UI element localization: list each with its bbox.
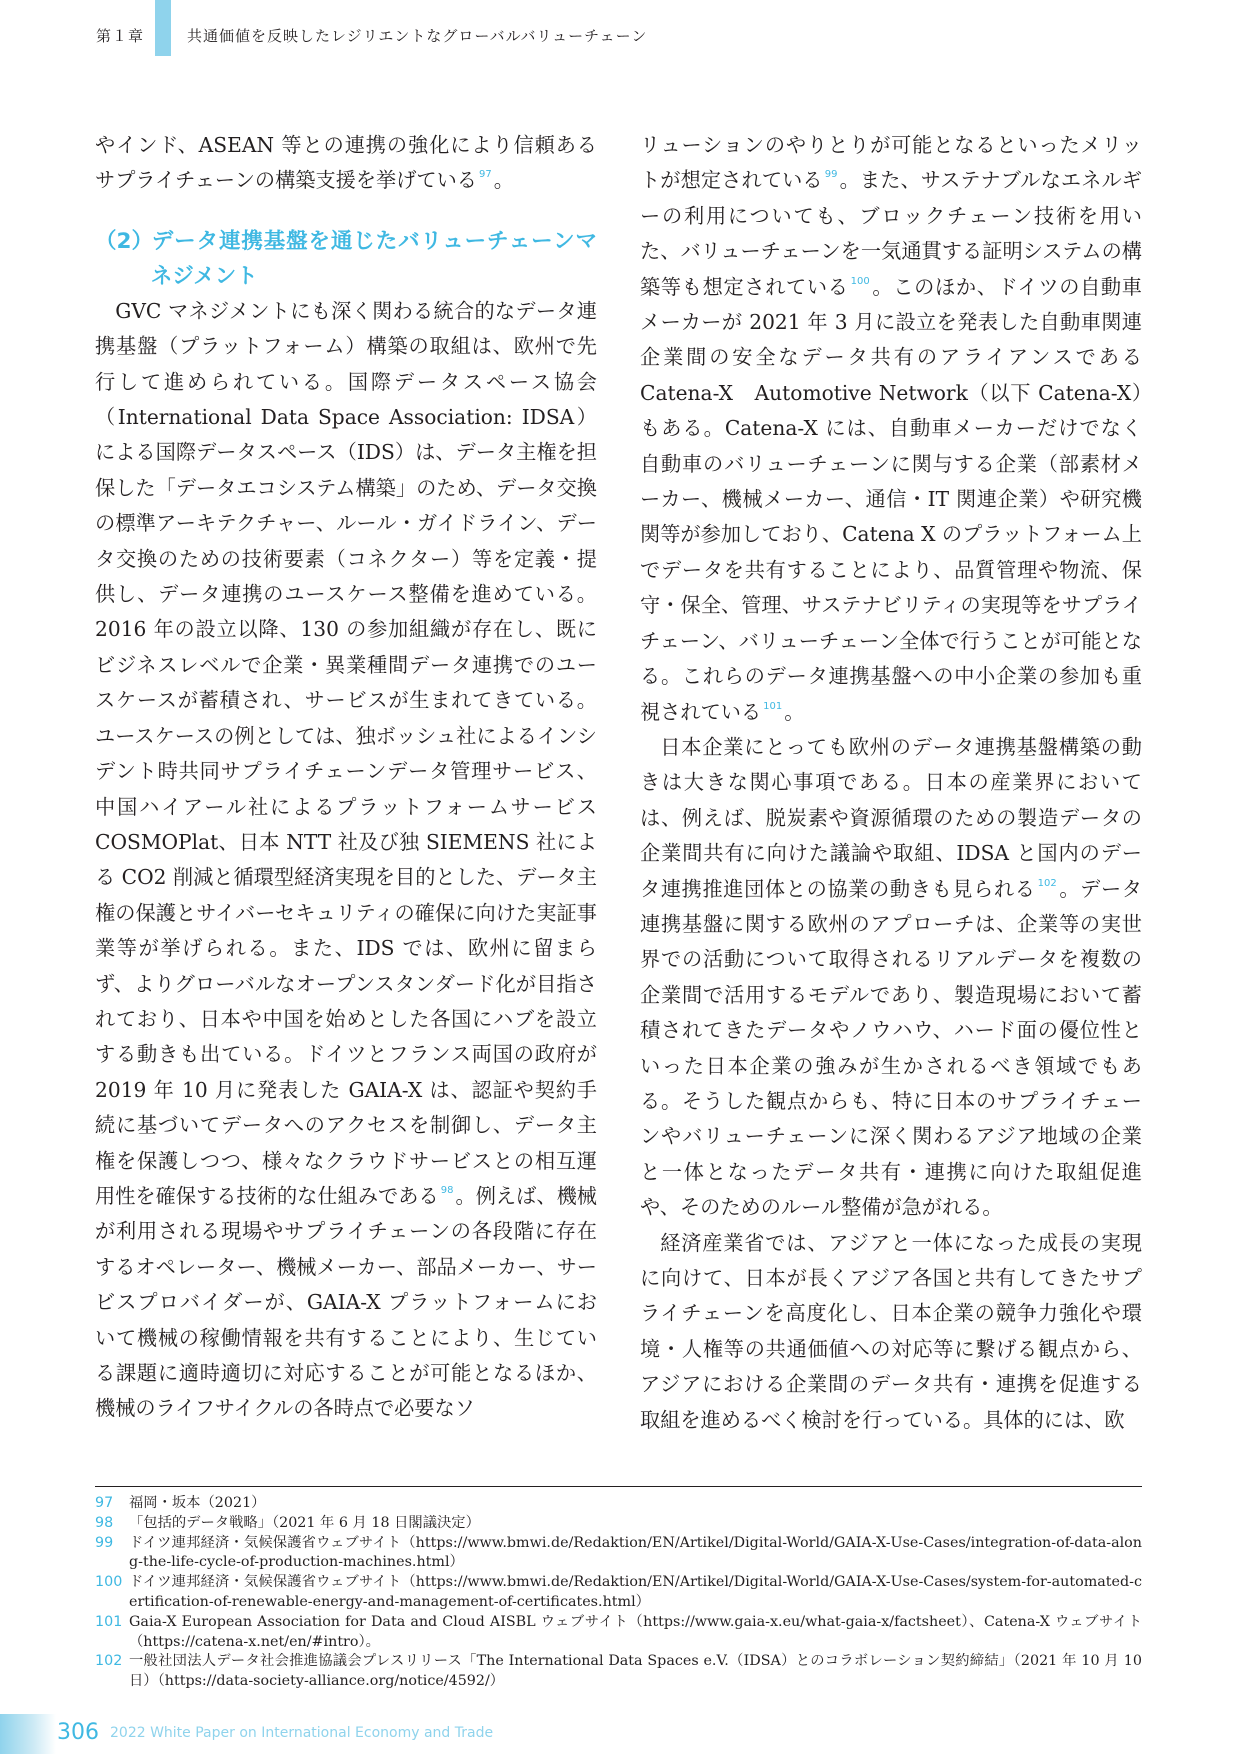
footnote-item <box>95 1613 1142 1653</box>
footnote-item <box>95 1573 1142 1613</box>
header-accent-bar <box>155 0 171 56</box>
footnote-number: 99 <box>95 1534 114 1551</box>
footnote-ref[interactable]: 102 <box>1037 877 1057 889</box>
section-title: データ連携基盤を通じたバリューチェーンマネジメント <box>150 228 597 289</box>
footnote-text[interactable]: Gaia-X European Association for Data and Cloud AISBL ウェブサイト（https://www.gaia-x.eu/what-gaia-x/factsheet）、Catena-X ウェブサイト（https://catena-x.net/en/#intro）。 <box>129 1613 1142 1650</box>
chapter-label: 第１章 <box>96 27 145 45</box>
paragraph: GVC マネジメントにも深く関わる統合的なデータ連携基盤（プラットフォーム）構築の取組は、欧州で先行して進められている。国際データスペース協会（International Data Space Association: IDSA）による国際データスペース（IDS）は、データ主権を担保した「データエコシステム構築」のため、データ交換の標準アーキテクチャー、ルール・ガイドライン、データ交換のための技術要素（コネクター）等を定義・提供し、データ連携のユースケース整備を進めている。2016 年の設立以降、130 の参加組織が存在し、既にビジネスレベルで企業・異業種間データ連携でのユースケースが蓄積され、サービスが生まれてきている。ユースケースの例としては、独ボッシュ社によるインシデント時共同サプライチェーンデータ管理サービス、中国ハイアール社によるプラットフォームサービス COSMOPlat、日本 NTT 社及び独 SIEMENS 社による CO2 削減と循環型経済実現を目的とした、データ主権の保護とサイバーセキュリティの確保に向けた実証事業等が挙げられる。また、IDS では、欧州に留まらず、よりグローバルなオープンスタンダード化が目指されており、日本や中国を始めとした各国にハブを設立する動きも出ている。ドイツとフランス両国の政府が 2019 年 10 月に発表した GAIA-X は、認証や契約手続に基づいてデータへのアクセスを制御し、データ主権を保護しつつ、様々なクラウドサービスとの相互運用性を確保する技術的な仕組みである $^{98}$。例えば、機械が利用される現場やサプライチェーンの各段階に存在するオペレーター、機械メーカー、部品メーカー、サービスプロバイダーが、GAIA-X プラットフォームにおいて機械の稼働情報を共有することにより、生じている課題に適時適切に対応することが可能となるほか、機械のライフサイクルの各時点で必要なソ <box>95 298 597 1421</box>
footnote-item <box>95 1652 1142 1692</box>
footnote-text: 「包括的データ戦略」（2021 年 6 月 18 日閣議決定） <box>129 1514 480 1531</box>
footnote-ref[interactable]: 101 <box>763 700 783 712</box>
chapter-title: 共通価値を反映したレジリエントなグローバルバリューチェーン <box>187 27 648 45</box>
footnote-ref[interactable]: 97 <box>478 169 492 181</box>
footnote-text[interactable]: ドイツ連邦経済・気候保護省ウェブサイト（https://www.bmwi.de/Redaktion/EN/Artikel/Digital-World/GAIA-X-Use-Cases/system-for-automated-certification-of-renewable-energy-and-management-of-certificates.html） <box>129 1574 1142 1610</box>
left-column <box>95 128 597 1427</box>
section-number: （2） <box>95 228 153 254</box>
paragraph: 経済産業省では、アジアと一体になった成長の実現に向けて、日本が長くアジア各国と共有してきたサプライチェーンを高度化し、日本企業の競争力強化や環境・人権等の共通価値への対応等に繋げる観点から、アジアにおける企業間のデータ共有・連携を促進する取組を進めるべく検討を行っている。具体的には、欧 <box>640 1230 1142 1432</box>
paragraph: 日本企業にとっても欧州のデータ連携基盤構築の動きは大きな関心事項である。日本の産業界においては、例えば、脱炭素や資源循環のための製造データの企業間共有に向けた議論や取組、IDSA と国内のデータ連携推進団体との協業の動きも見られる $^{102}$。データ連携基盤に関する欧州のアプローチは、企業等の実世界での活動について取得されるリアルデータを複数の企業間で活用するモデルであり、製造現場において蓄積されてきたデータやノウハウ、ハード面の優位性といった日本企業の強みが生かされるべき領域でもある。そうした観点からも、特に日本のサプライチェーンやバリューチェーンに深く関わるアジア地域の企業と一体となったデータ共有・連携に向けた取組促進や、そのためのルール整備が急がれる。 <box>640 734 1142 1220</box>
right-column <box>640 128 1142 1438</box>
footnote-number: 98 <box>95 1514 114 1531</box>
footnote-number: 101 <box>95 1613 123 1630</box>
paragraph: やインド、ASEAN 等との連携の強化により信頼あるサプライチェーンの構築支援を挙げている $^{97}$。 <box>95 133 597 193</box>
page-number: 306 <box>57 1720 99 1745</box>
footer-accent-bar <box>0 1714 56 1754</box>
footnote-ref[interactable]: 98 <box>440 1184 454 1196</box>
footnote-item <box>95 1494 1142 1514</box>
footnote-ref[interactable]: 99 <box>824 169 838 181</box>
footnotes <box>95 1494 1142 1692</box>
footnote-number: 97 <box>95 1495 114 1511</box>
footnote-item <box>95 1514 1142 1534</box>
publication-title: 2022 White Paper on International Economy and Trade <box>110 1725 494 1741</box>
page-header <box>0 0 1241 80</box>
paragraph: リューションのやりとりが可能となるといったメリットが想定されている $^{99}$。また、サステナブルなエネルギーの利用についても、ブロックチェーン技術を用いた、バリューチェーンを一気通貫する証明システムの構築等も想定されている $^{100}$。このほか、ドイツの自動車メーカーが 2021 年 3 月に設立を発表した自動車関連企業間の安全なデータ共有のアライアンスである Catena-X Automotive Network（以下 Catena-X）もある。Catena-X には、自動車メーカーだけでなく自動車のバリューチェーンに関与する企業（部素材メーカー、機械メーカー、通信・IT 関連企業）や研究機関等が参加しており、Catena X のプラットフォーム上でデータを共有することにより、品質管理や物流、保守・保全、管理、サステナビリティの実現等をサプライチェーン、バリューチェーン全体で行うことが可能となる。これらのデータ連携基盤への中小企業の参加も重視されている $^{101}$。 <box>640 133 1142 724</box>
section-heading <box>95 224 597 294</box>
footnote-text: 福岡・坂本（2021） <box>129 1495 266 1511</box>
footnote-number: 100 <box>95 1574 123 1591</box>
footnote-text[interactable]: 一般社団法人データ社会推進協議会プレスリリース「The International Data Spaces e.V.（IDSA）とのコラボレーション契約締結」（2021 年 10 月 10 日）（https://data-society-alliance.org/notice/4592/） <box>129 1653 1142 1690</box>
footnote-divider <box>95 1486 1142 1487</box>
footnote-item <box>95 1534 1142 1574</box>
footnote-text[interactable]: ドイツ連邦経済・気候保護省ウェブサイト（https://www.bmwi.de/Redaktion/EN/Artikel/Digital-World/GAIA-X-Use-Cases/integration-of-data-along-the-life-cycle-of-production-machines.html） <box>129 1534 1142 1571</box>
footnote-ref[interactable]: 100 <box>850 275 870 287</box>
footnote-number: 102 <box>95 1653 123 1670</box>
